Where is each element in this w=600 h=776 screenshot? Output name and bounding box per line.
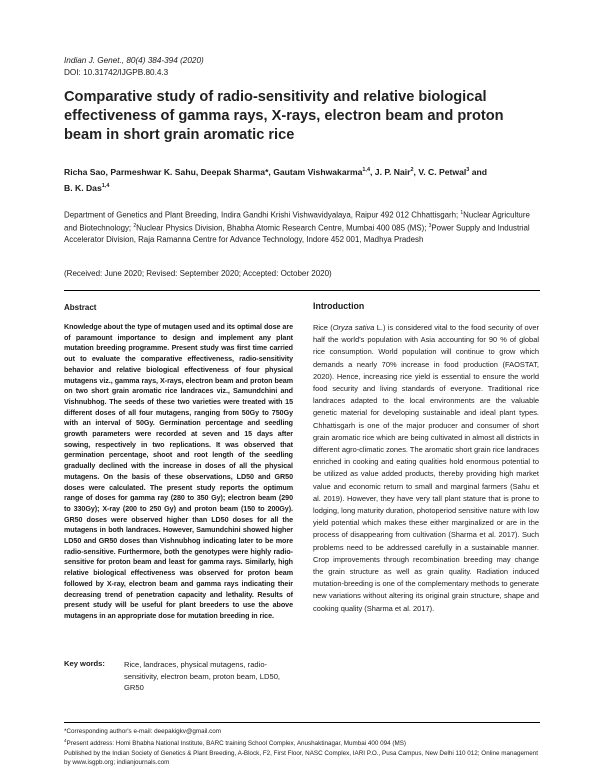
author-sup: 2	[410, 167, 414, 173]
affiliations	[64, 208, 544, 245]
footnotes	[64, 727, 544, 767]
affiliation-text: Nuclear Physics Division, Bhabha Atomic Research Centre, Mumbai 400 085 (MS);	[136, 223, 427, 233]
author-line: Richa Sao, Parmeshwar K. Sahu, Deepak Sharma*, Gautam Vishwakarma	[64, 166, 363, 177]
author-mid: , V. C. Petwal	[413, 166, 467, 177]
journal-citation: Indian J. Genet., 80(4) 384-394 (2020)	[64, 56, 204, 65]
section-divider	[64, 290, 540, 291]
intro-text: Rice (	[313, 323, 333, 332]
introduction-body	[313, 322, 539, 615]
affiliation-text: Power Supply and Industrial Accelerator Division, Raja Ramanna Centre for Advance Technology, Indore 452 001, Madhya Pradesh	[64, 223, 530, 245]
author-mid: and	[469, 166, 487, 177]
doi: DOI: 10.31742/IJGPB.80.4.3	[64, 68, 169, 77]
received-dates: (Received: June 2020; Revised: September 2020; Accepted: October 2020)	[64, 269, 332, 278]
keywords-label: Key words:	[64, 659, 105, 668]
keywords-text: Rice, landraces, physical mutagens, radio-sensitivity, electron beam, proton beam, LD50, GR50	[124, 660, 281, 692]
footnote-divider	[64, 722, 540, 723]
affiliation-text: Department of Genetics and Plant Breeding, Indira Gandhi Krishi Vishwavidyalaya, Raipur 492 012 Chhattisgarh;	[64, 210, 459, 220]
affiliation-text: Nuclear Agriculture and Biotechnology;	[64, 210, 530, 233]
journal-header	[64, 55, 204, 79]
present-address	[64, 736, 544, 748]
affiliation-sup: 1	[460, 210, 464, 216]
authors	[64, 163, 544, 195]
present-address-text: Present address: Homi Bhabha National Institute, BARC training School Complex, Anushaktinagar, Mumbai 400 094 (MS)	[66, 740, 407, 748]
affiliation-sup: 2	[133, 223, 137, 230]
author-sup: 1,4	[101, 182, 110, 189]
species-name: Oryza sativa	[332, 323, 375, 332]
publisher-note: Published by the Indian Society of Genetics & Plant Breeding, A-Block, F2, First Floor, NASC Complex, IARI P.O., Pusa Campus, New Delhi 110 012; Online management by www.isgpb.org; indianjournals.com	[64, 749, 539, 766]
corresponding-author: *Corresponding author's e-mail: deepakigkv@gmail.com	[64, 728, 222, 735]
abstract-heading: Abstract	[64, 303, 97, 312]
author-mid: , J. P. Nair	[370, 166, 411, 177]
introduction-heading: Introduction	[313, 301, 365, 311]
footnote-sup: 4	[64, 738, 67, 744]
affiliation-sup: 3	[428, 223, 432, 230]
author-line: B. K. Das	[64, 182, 102, 193]
author-sup: 3	[466, 167, 470, 173]
author-sup: 1,4	[362, 167, 371, 173]
abstract-body: Knowledge about the type of mutagen used and its optimal dose are of paramount importance to design and implement any plant mutation breeding programme. Present study was first time carried out to evaluate the comparative effectiveness, radio-sensitivity behavior and relative biological effectiveness of four physical mutagens viz., gamma rays, X-rays, electron beam and proton beam on two short grain aromatic rice landraces viz., Samundchini and Vishnubhog. The seeds of these two varieties were treated with 15 different doses of all four mutagens, ranging from 50Gy to 750Gy with an interval of 50Gy. Germination percentage and seedling growth parameters were recorded at seven and 15 days after sowing, respectively in two replications. It was observed that germination percentage, shoot and root length of the seedling gradually declined with the increase in doses of all the physical mutagens. On the basis of these observations, LD50 and GR50 doses were calculated. The present study reports the optimum range of doses for gamma ray (280 to 350 Gy); electron beam (290 to 330Gy); X-ray (200 to 250 Gy) and proton beam (150 to 200Gy). GR50 doses were observed higher than LD50 doses for all the mutagens in both landraces. However, Samundchini showed higher LD50 and GR50 doses than Vishnubhog indicating later to be more radio-sensitive. Furthermore, both the genotypes were highly radio-sensitive for proton beam and least for gamma rays. Similarly, high relative biological effectiveness was observed for proton beam followed by X-ray, electron beam and gamma rays indicating their decreasing trend of penetration capacity and lethality. Results of present study will be useful for plant breeders to use the above mutagens in an appropriate dose for mutation breeding in rice.	[64, 323, 293, 620]
intro-text: L.) is considered vital to the food security of over half the world's population with Asia accounting for 90 % of global rice consumption. World population will continue to grow which demands a nearly 70% increase in food production (FAOSTAT, 2020). Hence, increasing rice yield is essential to ensure the world food security and living standards of everyone. Traditional rice landraces adapted to the local environments are the valuable genetic material for developing sustainable and ideal plant types. Chhattisgarh is one of the major producer and consumer of short grain aromatic rice which are being cultivated in almost all districts in different agro-climatic zones. The aromatic short grain rice landraces enriched in cooking and eating qualities hold enormous potential to be utilized as value added products, thereby providing high market value and economic return to small and marginal farmers (Sahu et al. 2019). However, they have very tall plant stature that is prone to lodging, long maturity duration, photoperiod sensitive nature with low yield potential which makes these either marginalized or are in the process of disappearing from cultivation (Sharma et al. 2017). Such problems need to be addressed carefully in a sustainable manner. Crop improvements through recombination breeding may change the grain structure as well as grain quality. Radiation induced mutation-breeding is one of the complementary methods to generate new variations without altering its original grain structure, shape and cooking quality (Sharma et al. 2017).	[313, 323, 540, 613]
paper-title: Comparative study of radio-sensitivity and relative biological effectiveness of gamma rays, X-rays, electron beam and proton beam in short grain aromatic rice	[64, 89, 504, 143]
